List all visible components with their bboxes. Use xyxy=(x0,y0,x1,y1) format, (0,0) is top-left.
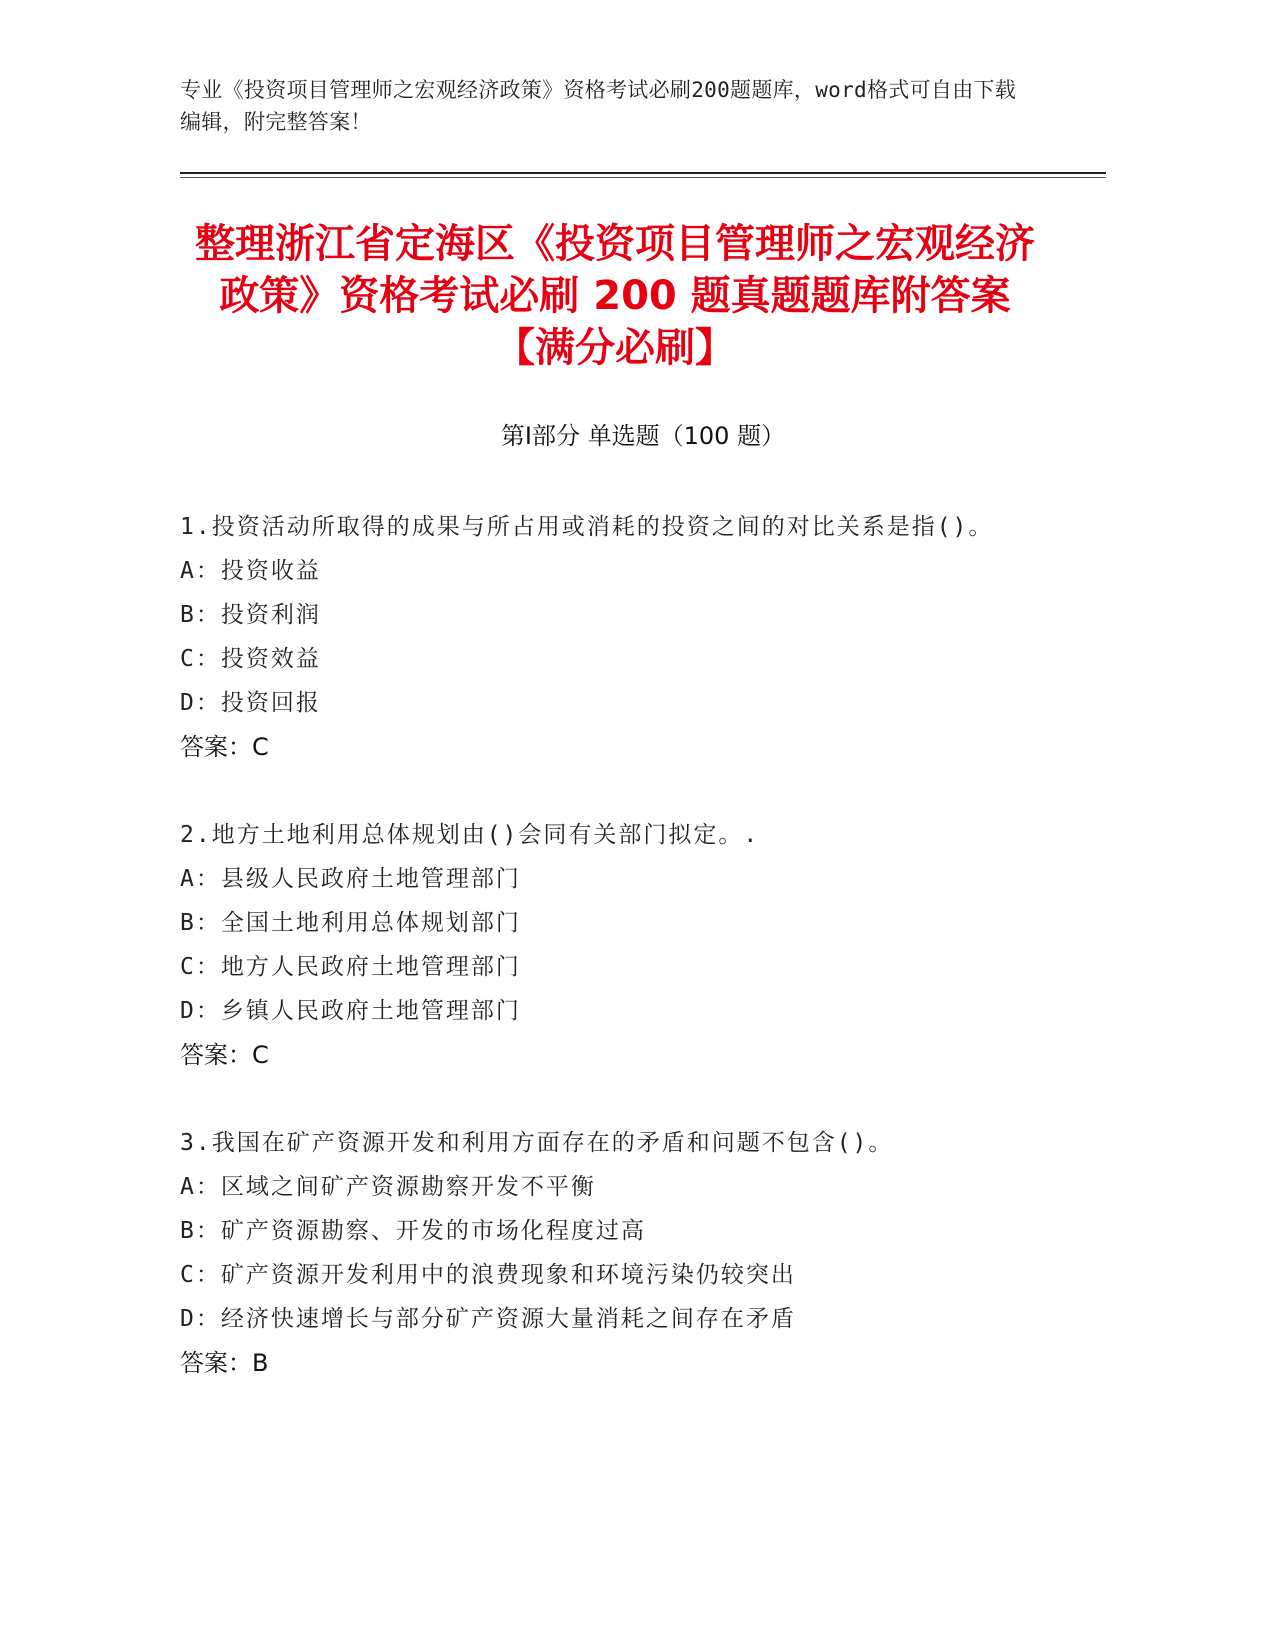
header-divider-thin xyxy=(180,177,1106,178)
question-1 xyxy=(180,505,1040,769)
question-stem: 3.我国在矿产资源开发和利用方面存在的矛盾和问题不包含()。 xyxy=(180,1130,894,1156)
option-d: D：乡镇人民政府土地管理部门 xyxy=(180,998,521,1024)
question-list xyxy=(180,505,1040,1385)
header-divider-thick xyxy=(180,172,1106,174)
answer-line: 答案：B xyxy=(180,1349,269,1377)
option-b: B：全国土地利用总体规划部门 xyxy=(180,910,521,936)
answer-line: 答案：C xyxy=(180,733,269,761)
option-d: D：经济快速增长与部分矿产资源大量消耗之间存在矛盾 xyxy=(180,1306,796,1332)
question-3 xyxy=(180,1121,1040,1385)
question-2 xyxy=(180,813,1040,1077)
option-a: A：投资收益 xyxy=(180,558,321,584)
option-a: A：县级人民政府土地管理部门 xyxy=(180,866,521,892)
answer-line: 答案：C xyxy=(180,1041,269,1069)
option-c: C：矿产资源开发利用中的浪费现象和环境污染仍较突出 xyxy=(180,1262,796,1288)
question-stem: 1.投资活动所取得的成果与所占用或消耗的投资之间的对比关系是指()。 xyxy=(180,514,994,540)
header-note: 专业《投资项目管理师之宏观经济政策》资格考试必刷200题题库，word格式可自由下载编辑，附完整答案！ xyxy=(180,78,1017,134)
question-stem: 2.地方土地利用总体规划由()会同有关部门拟定。. xyxy=(180,822,760,848)
option-b: B：投资利润 xyxy=(180,602,321,628)
option-a: A：区域之间矿产资源勘察开发不平衡 xyxy=(180,1174,596,1200)
option-d: D：投资回报 xyxy=(180,690,321,716)
document-title: 整理浙江省定海区《投资项目管理师之宏观经济政策》资格考试必刷 200 题真题题库附答案【满分必刷】 xyxy=(195,221,1035,371)
option-b: B：矿产资源勘察、开发的市场化程度过高 xyxy=(180,1218,646,1244)
option-c: C：地方人民政府土地管理部门 xyxy=(180,954,521,980)
section-title: 第Ⅰ部分 单选题（100 题） xyxy=(500,422,786,450)
option-c: C：投资效益 xyxy=(180,646,321,672)
